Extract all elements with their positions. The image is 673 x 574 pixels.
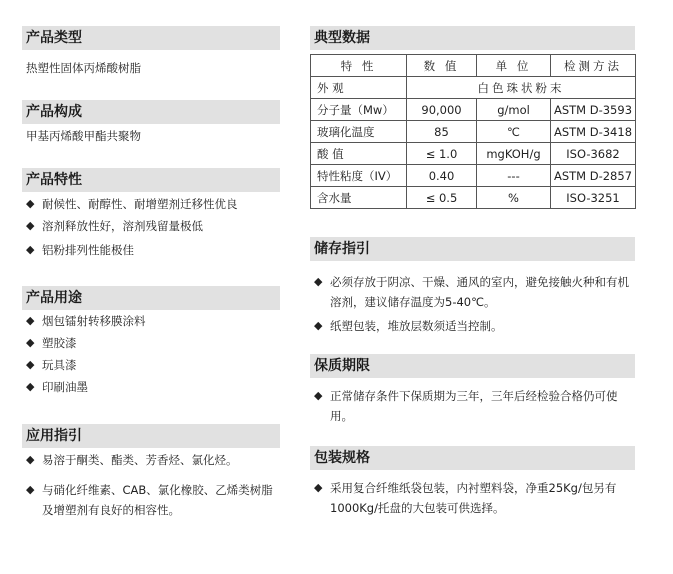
packaging-header: 包装规格 [310, 446, 635, 470]
diamond-bullet-icon: ◆ [26, 358, 35, 371]
storage-header: 储存指引 [310, 237, 635, 261]
features-list [26, 194, 280, 260]
table-cell: mgKOH/g [477, 143, 551, 165]
guide-header: 应用指引 [22, 424, 280, 448]
shelf-life-header: 保质期限 [310, 354, 635, 378]
table-cell: --- [477, 165, 551, 187]
table-cell: ISO-3251 [551, 187, 636, 209]
list-item: ◆ 玩具漆 [26, 355, 280, 375]
table-row [311, 165, 636, 187]
list-item: ◆ 易溶于酮类、酯类、芳香烃、氯化烃。 [26, 450, 280, 470]
table-cell: 酸 值 [311, 143, 407, 165]
header-method: 检测方法 [551, 55, 636, 77]
appearance-label: 外 观 [311, 77, 407, 99]
table-cell: 含水量 [311, 187, 407, 209]
diamond-bullet-icon: ◆ [314, 481, 323, 494]
table-cell: % [477, 187, 551, 209]
diamond-bullet-icon: ◆ [314, 319, 323, 332]
diamond-bullet-icon: ◆ [26, 314, 35, 327]
diamond-bullet-icon: ◆ [314, 275, 323, 288]
composition-header: 产品构成 [22, 100, 280, 124]
header-unit: 单 位 [477, 55, 551, 77]
table-row [311, 187, 636, 209]
diamond-bullet-icon: ◆ [314, 389, 323, 402]
list-item: ◆ 耐候性、耐醇性、耐增塑剂迁移性优良 [26, 194, 280, 214]
product-type-text: 热塑性固体丙烯酸树脂 [26, 61, 141, 75]
list-item: ◆ 铝粉排列性能极佳 [26, 240, 280, 260]
list-item: ◆ 与硝化纤维素、CAB、氯化橡胶、乙烯类树脂及增塑剂有良好的相容性。 [26, 480, 280, 520]
table-cell: g/mol [477, 99, 551, 121]
table-cell: 特性粘度（IV） [311, 165, 407, 187]
storage-list [314, 272, 635, 336]
shelf-life-list [314, 386, 635, 426]
list-item: ◆ 正常储存条件下保质期为三年，三年后经检验合格仍可使用。 [314, 386, 635, 426]
diamond-bullet-icon: ◆ [26, 380, 35, 393]
diamond-bullet-icon: ◆ [26, 197, 35, 210]
list-item: ◆ 必须存放于阴凉、干燥、通风的室内，避免接触火种和有机溶剂，建议储存温度为5-40℃。 [314, 272, 635, 312]
composition-text: 甲基丙烯酸甲酯共聚物 [26, 129, 141, 143]
header-value: 数 值 [407, 55, 477, 77]
uses-header: 产品用途 [22, 286, 280, 310]
list-item: ◆ 塑胶漆 [26, 333, 280, 353]
appearance-value: 白色珠状粉末 [407, 77, 636, 99]
list-item: ◆ 溶剂释放性好，溶剂残留量极低 [26, 216, 280, 236]
list-item: ◆ 采用复合纤维纸袋包装，内衬塑料袋，净重25Kg/包另有1000Kg/托盘的大包装可供选择。 [314, 478, 635, 518]
table-header-row [311, 55, 636, 77]
table-row [311, 121, 636, 143]
table-cell: ≤ 1.0 [407, 143, 477, 165]
packaging-list [314, 478, 635, 518]
table-cell: ASTM D-3593 [551, 99, 636, 121]
table-cell: ISO-3682 [551, 143, 636, 165]
diamond-bullet-icon: ◆ [26, 336, 35, 349]
table-cell: 玻璃化温度 [311, 121, 407, 143]
list-item: ◆ 烟包镭射转移膜涂料 [26, 311, 280, 331]
table-cell: 分子量（Mw） [311, 99, 407, 121]
table-row [311, 99, 636, 121]
features-header: 产品特性 [22, 168, 280, 192]
guide-list [26, 450, 280, 520]
diamond-bullet-icon: ◆ [26, 219, 35, 232]
table-cell: ≤ 0.5 [407, 187, 477, 209]
table-cell: ASTM D-3418 [551, 121, 636, 143]
product-type-header: 产品类型 [22, 26, 280, 50]
uses-list [26, 311, 280, 397]
table-row [311, 77, 636, 99]
list-item: ◆ 纸塑包装，堆放层数须适当控制。 [314, 316, 635, 336]
table-cell: 85 [407, 121, 477, 143]
table-cell: 0.40 [407, 165, 477, 187]
diamond-bullet-icon: ◆ [26, 243, 35, 256]
diamond-bullet-icon: ◆ [26, 483, 35, 496]
table-cell: ℃ [477, 121, 551, 143]
list-item: ◆ 印刷油墨 [26, 377, 280, 397]
typical-data-header: 典型数据 [310, 26, 635, 50]
header-property: 特 性 [311, 55, 407, 77]
diamond-bullet-icon: ◆ [26, 453, 35, 466]
table-cell: ASTM D-2857 [551, 165, 636, 187]
table-cell: 90,000 [407, 99, 477, 121]
table-row [311, 143, 636, 165]
typical-data-table [310, 54, 636, 209]
